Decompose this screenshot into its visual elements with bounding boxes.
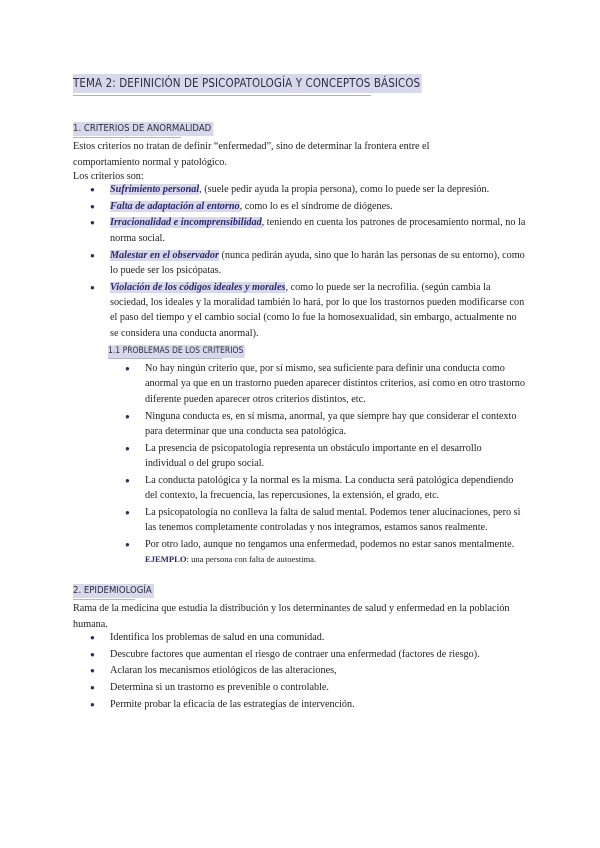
list-item: ● La conducta patológica y la normal es la misma. La conducta será patológica dependiendo del contexto, la frecuencia, las repercusiones, la extensión, el grado, etc. [125,474,514,502]
bullet-icon: ● [125,475,130,485]
bullet-icon: ● [90,250,95,260]
bullet-icon: ● [90,201,95,211]
bullet-icon: ● [90,185,95,194]
bullet-icon: ● [125,443,130,453]
bullet-icon: ● [90,666,95,676]
section-1-intro: Estos criterios no tratan de definir “enfermedad”, sino de determinar la frontera entre el comportamiento normal y patológico. [73,141,430,168]
list-item: ● Identifica los problemas de salud en una comunidad. [86,630,526,645]
section-1-heading: 1. CRITERIOS DE ANORMALIDAD [73,123,212,134]
list-item: ● Falta de adaptación al entorno, como lo es el síndrome de diógenes. [86,199,526,214]
bullet-icon: ● [90,218,95,228]
section-1-divider [73,137,181,138]
section-1-lead: Los criterios son: [73,171,144,182]
problems-list [121,361,525,569]
list-item: ● Violación de los códigos ideales y morales, como lo puede ser la necrofilia. (según cambia la sociedad, los ideales y la moralidad también lo hará, por lo que los trastornos pueden modificarse con el paso del tiempo y el cambio social (como lo fue la homosexualidad, sin embargo, actualmente no se considera una conducta anormal). [90,281,525,339]
bullet-icon: ● [125,539,130,549]
list-item: ● Aclaran los mecanismos etiológicos de las alteraciones, [86,663,526,678]
bullet-icon: ● [90,699,95,709]
epidemiology-list [86,630,526,714]
bullet-icon: ● [125,507,130,517]
bullet-icon: ● [90,649,95,659]
bullet-icon: ● [125,411,130,421]
list-item: ● Descubre factores que aumentan el riesgo de contraer una enfermedad (factores de riesgo). [86,647,526,662]
section-1-1-heading: 1.1 PROBLEMAS DE LOS CRITERIOS [108,346,244,356]
list-item: ● Irracionalidad e incomprensibilidad, teniendo en cuenta los patrones de procesamiento normal, no la norma social. [90,217,526,244]
list-item: ● La presencia de psicopatología representa un obstáculo importante en el desarrollo individual o del grupo social. [125,442,482,470]
list-item: ● Por otro lado, aunque no tengamos una enfermedad, podemos no estar sanos mentalmente. EJEMPLO: una persona con falta de autoestima. [125,538,515,565]
list-item: ● No hay ningún criterio que, por sí mismo, sea suficiente para definir una conducta como anormal ya que en un trastorno pueden aparecer distintos criterios, así como en otro trastorno diferente pueden aparecer otros criterios distintos, etc. [125,363,525,405]
list-item: ● Sufrimiento personal, (suele pedir ayuda la propia persona), como lo puede ser la depresión. [86,182,526,197]
bullet-icon: ● [125,364,130,373]
bullet-icon: ● [90,633,95,642]
list-item: ● Determina si un trastorno es prevenible o controlable. [86,680,526,695]
example-text: : una persona con falta de autoestima. [186,554,317,565]
page-title [73,75,422,90]
section-2-divider [73,599,135,600]
section-2-heading: 2. EPIDEMIOLOGÍA [73,585,152,596]
list-item: ● Ninguna conducta es, en sí misma, anormal, ya que siempre hay que considerar el contexto para determinar que una conducta sea patológica. [125,410,517,437]
bullet-icon: ● [90,282,95,292]
list-item: ● Permite probar la eficacia de las estrategias de intervención. [86,697,526,712]
bullet-icon: ● [90,683,95,693]
criteria-list [86,182,526,343]
page-title-text: TEMA 2: DEFINICIÓN DE PSICOPATOLOGÍA Y CONCEPTOS BÁSICOS [73,74,422,93]
list-item: ● Malestar en el observador (nunca pedirán ayuda, sino que lo harán las personas de su entorno), como lo puede ser los psicópatas. [90,249,525,276]
section-1-1-divider [108,358,222,359]
example-label: EJEMPLO [145,554,187,565]
list-item: ● La psicopatología no conlleva la falta de salud mental. Podemos tener alucinaciones, pero si las tenemos completamente controladas y nos integramos, estamos sanos realmente. [125,506,521,534]
section-2-intro: Rama de la medicina que estudia la distribución y los determinantes de salud y enfermedad en la población humana. [73,603,510,630]
title-divider [73,95,371,96]
